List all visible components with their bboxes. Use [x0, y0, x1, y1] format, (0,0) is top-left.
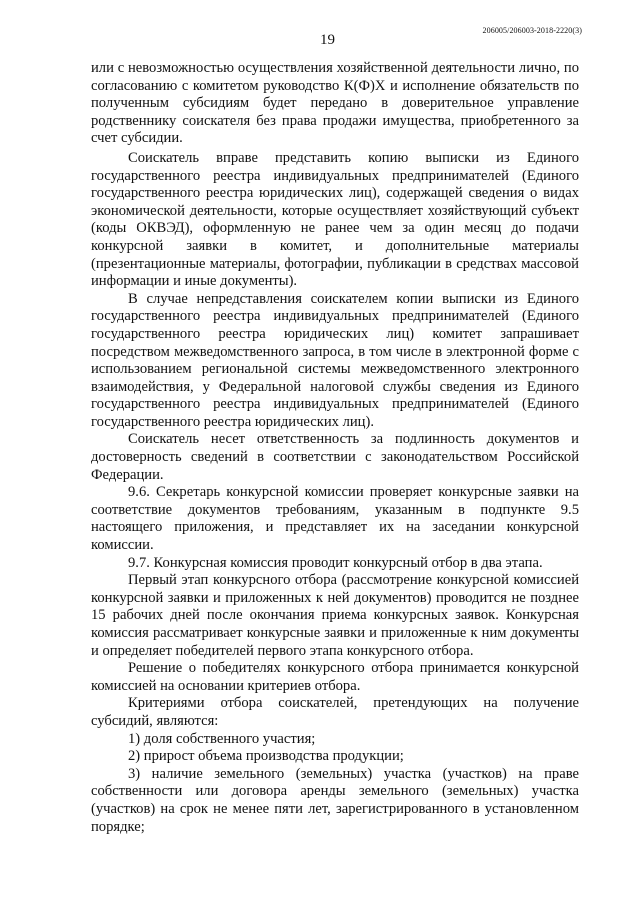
paragraph: Критериями отбора соискателей, претендующих на получение субсидий, являются: — [91, 695, 579, 729]
paragraph: 9.7. Конкурсная комиссия проводит конкурсный отбор в два этапа. — [128, 554, 543, 571]
list-item: 2) прирост объема производства продукции; — [128, 748, 404, 765]
paragraph: Решение о победителях конкурсного отбора принимается конкурсной комиссией на основании критериев отбора. — [91, 660, 579, 694]
document-code: 206005/206003-2018-2220(3) — [482, 26, 582, 35]
paragraph: Первый этап конкурсного отбора (рассмотрение конкурсной комиссией конкурсной заявки и приложенных к ней документов) проводится не позднее 15 рабочих дней после окончания приема конкурсных заявок. Конкурсная комиссия рассматривает конкурсные заявки и приложенные к ним документы и определяет победителей первого этапа конкурсного отбора. — [91, 572, 579, 659]
list-item: 1) доля собственного участия; — [128, 730, 316, 747]
paragraph: Соискатель несет ответственность за подлинность документов и достоверность сведений в соответствии с законодательством Российской Федерации. — [91, 431, 579, 483]
paragraph: или с невозможностью осуществления хозяйственной деятельности лично, по согласованию с комитетом руководство К(Ф)Х и исполнение обязательств по полученным субсидиям будет передано в доверительное управление родственнику соискателя без права продажи имущества, приобретенного за счет субсидии. — [91, 60, 579, 147]
list-item: 3) наличие земельного (земельных) участка (участков) на праве собственности или договора аренды земельного (земельных) участка (участков) на срок не менее пяти лет, зарегистрированного в установленном порядке; — [91, 765, 579, 835]
page-number: 19 — [320, 32, 335, 48]
paragraph: В случае непредставления соискателем копии выписки из Единого государственного реестра индивидуальных предпринимателей (Единого государственного реестра юридических лиц) комитет запрашивает посредством межведомственного запроса, в том числе в электронной форме с использованием региональной системы межведомственного электронного взаимодействия, у Федеральной налоговой службы сведения из Единого государственного реестра индивидуальных предпринимателей (Единого государственного реестра юридических лиц). — [91, 290, 579, 430]
paragraph: 9.6. Секретарь конкурсной комиссии проверяет конкурсные заявки на соответствие документов требованиям, указанным в подпункте 9.5 настоящего приложения, и представляет их на заседании конкурсной комиссии. — [91, 484, 579, 554]
paragraph: Соискатель вправе представить копию выписки из Единого государственного реестра индивидуальных предпринимателей (Единого государственного реестра юридических лиц), содержащей сведения о видах экономической деятельности, которые осуществляет хозяйствующий субъект (коды ОКВЭД), оформленную не ранее чем за один месяц до подачи конкурсной заявки в комитет, и дополнительные материалы (презентационные материалы, фотографии, публикации в средствах массовой информации и иные документы). — [91, 149, 579, 290]
document-body — [91, 60, 579, 836]
